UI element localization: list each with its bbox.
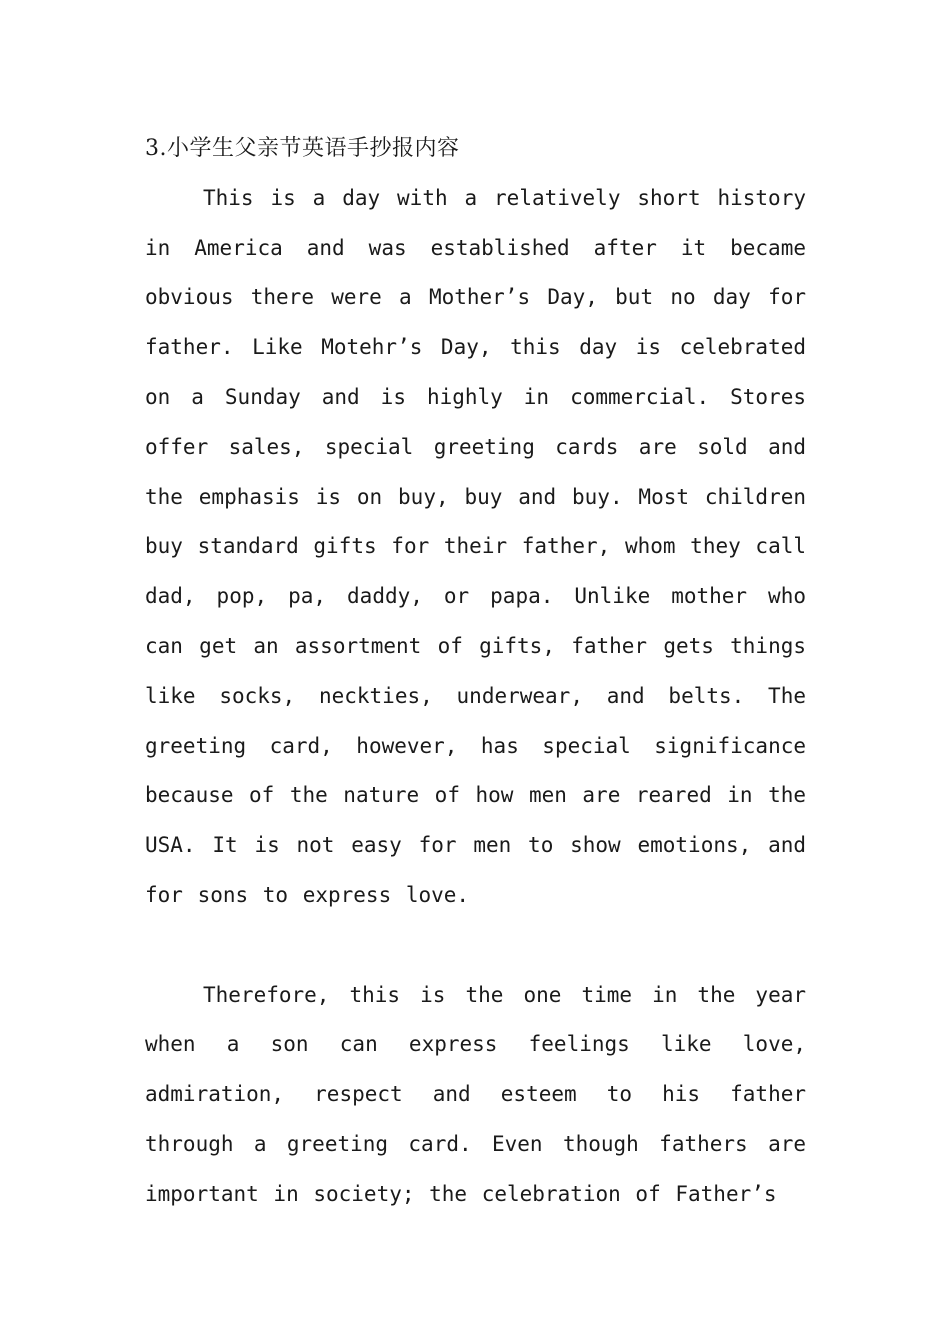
paragraph-1: This is a day with a relatively short history in America and was established after it became obvious there were a Mother’s Day, but no day for father. Like Motehr’s Day, this day is celebrated on a Sunday and is highly in commercial. Stores offer sales, special greeting cards are sold and the emphasis is on buy, buy and buy. Most children buy standard gifts for their father, whom they call dad, pop, pa, daddy, or papa. Unlike mother who can get an assortment of gifts, father gets things like socks, neckties, underwear, and belts. The greeting card, however, has special significance because of the nature of how men are reared in the USA. It is not easy for men to show emotions, and for sons to express love. xyxy=(145,185,806,907)
paragraph-spacer xyxy=(145,921,806,971)
document-body xyxy=(145,124,806,1220)
section-heading: 3.小学生父亲节英语手抄报内容 xyxy=(145,136,460,161)
paragraph-2: Therefore, this is the one time in the year when a son can express feelings like love, admiration, respect and esteem to his father through a greeting card. Even though fathers are important in society; the celebration of Father’s xyxy=(145,982,806,1206)
